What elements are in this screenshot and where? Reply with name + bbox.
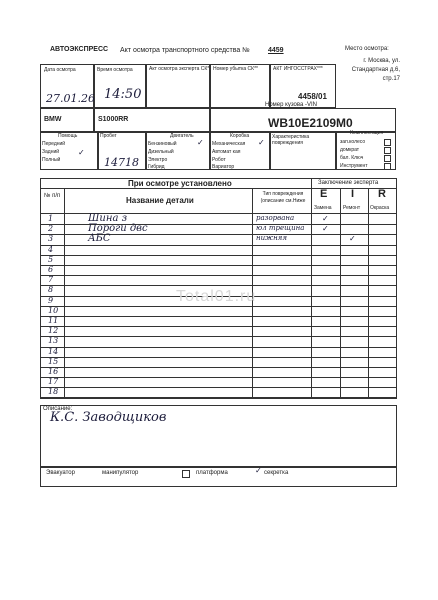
row3-repair-check: ✓ — [349, 234, 356, 243]
row-detail: Шина з — [88, 213, 128, 224]
row-number: 16 — [48, 367, 59, 376]
row1-replace-check: ✓ — [322, 214, 329, 223]
row-number: 1 — [48, 214, 54, 223]
place-label: Место осмотра: — [345, 46, 389, 52]
mileage-value: 14718 — [104, 156, 139, 169]
table-row-divider — [40, 285, 397, 286]
table-row-divider — [40, 377, 397, 378]
col-divider-damage — [311, 178, 312, 398]
row-number: 4 — [48, 245, 54, 254]
table-row-divider — [40, 347, 397, 348]
drive-label: Помощь — [58, 133, 78, 139]
table-header-divider — [40, 188, 397, 189]
kit-box-0 — [384, 139, 391, 146]
row-number: 9 — [48, 296, 54, 305]
footer-tow: Эвакуатор — [46, 470, 75, 476]
expert-act-label: Акт осмотра эксперта СК* — [149, 66, 210, 72]
time-label: Время осмотра — [97, 67, 133, 73]
footer-manipulator: манипулятор — [102, 470, 139, 476]
expert-header: Заключение эксперта — [318, 180, 379, 186]
description-label: Описание: — [43, 406, 73, 412]
place-value: г. Москва, ул. Стандартная д.6, стр.17 — [351, 58, 400, 82]
table-row-divider — [40, 316, 397, 317]
row-number: 17 — [48, 377, 59, 386]
footer-lock: секретка — [264, 470, 289, 476]
gearbox-label: Коробка — [230, 133, 250, 139]
table-row-divider — [40, 357, 397, 358]
row-damage: нижняя — [256, 234, 287, 242]
e-header: E — [320, 188, 328, 200]
watermark: Total01.ru — [176, 288, 257, 305]
kit-box-3 — [384, 163, 391, 170]
row-number: 6 — [48, 265, 54, 274]
kit-label: Комплектация — [350, 130, 384, 136]
row-number: 3 — [48, 234, 54, 243]
found-header: При осмотре установлено — [128, 179, 232, 188]
row-number: 8 — [48, 285, 54, 294]
vin-value: WB10E2109M0 — [268, 116, 353, 130]
row-number: 14 — [48, 347, 59, 356]
engine-petrol-check: ✓ — [197, 138, 204, 147]
act-number: 4459 — [268, 47, 284, 54]
i-header: I — [351, 188, 355, 200]
engine-opt-1: Дизельный — [148, 149, 174, 155]
row-number: 12 — [48, 326, 59, 335]
gearbox-opt-2: Робот — [212, 157, 226, 163]
drive-rear-check: ✓ — [78, 148, 85, 157]
gearbox-opt-1: Автомат кая — [212, 149, 241, 155]
engine-opt-2: Электро — [148, 157, 168, 163]
row-number: 10 — [48, 306, 59, 315]
table-row-divider — [40, 387, 397, 388]
engine-opt-0: Бензиновый — [148, 141, 177, 147]
table-row-divider — [40, 367, 397, 368]
row2-replace-check: ✓ — [322, 224, 329, 233]
table-row-divider — [40, 265, 397, 266]
vehicle-make: BMW — [44, 116, 62, 123]
drive-rear: Задний — [42, 149, 60, 155]
mileage-label: Пробег — [100, 133, 117, 139]
date-value: 27.01.26 — [46, 92, 95, 105]
table-row-divider — [40, 245, 397, 246]
row-number: 2 — [48, 224, 54, 233]
table-row-divider — [40, 275, 397, 276]
drive-full: Полный — [42, 157, 61, 163]
e-subheader: Замена — [314, 205, 332, 211]
vin-label: Номер кузова -VIN — [265, 102, 317, 108]
lock-check: ✓ — [255, 466, 262, 475]
time-value: 14:50 — [104, 87, 142, 102]
engine-opt-3: Гибрид — [148, 164, 165, 170]
ingos-value: 4458/01 — [298, 92, 327, 101]
row-detail: Пороги двс — [88, 223, 148, 234]
r-header: R — [378, 188, 386, 200]
engine-label: Двигатель — [170, 133, 194, 139]
row-number: 18 — [48, 387, 59, 396]
damage-char-label: Характеристика повреждения — [272, 134, 310, 146]
detail-header: Название детали — [126, 196, 194, 205]
drive-front: Передний — [42, 141, 66, 147]
gearbox-opt-3: Вариатор — [212, 164, 235, 170]
row-number: 13 — [48, 336, 59, 345]
row-number: 7 — [48, 275, 54, 284]
kit-box-1 — [384, 147, 391, 154]
row-number: 5 — [48, 255, 54, 264]
row-number: 15 — [48, 357, 59, 366]
num-header: № п/п — [44, 193, 61, 199]
row-number: 11 — [48, 316, 59, 325]
platform-box — [182, 470, 190, 478]
damage-header: Тип повреждения (описание см.Ниже — [260, 191, 306, 204]
date-label: Дата осмотра — [44, 67, 76, 73]
ingos-label: АКТ ИНГОССТРАХ*** — [273, 66, 323, 72]
gearbox-manual-check: ✓ — [258, 138, 265, 147]
loss-label: Номер убытка СК** — [213, 66, 258, 72]
i-subheader: Ремонт — [343, 205, 361, 211]
kit-opt-2: бал. Ключ — [340, 155, 364, 161]
row-damage: разорвана — [256, 214, 295, 222]
kit-box-2 — [384, 155, 391, 162]
kit-opt-0: зап.колесо — [340, 139, 366, 145]
kit-opt-1: домкрат — [340, 147, 360, 153]
kit-opt-3: Инструмент — [340, 163, 368, 169]
row-detail: АБС — [88, 233, 111, 244]
r-subheader: Окраска — [370, 205, 390, 211]
table-row-divider — [40, 398, 397, 399]
gearbox-opt-0: Механическая — [212, 141, 246, 147]
description-value: К.С. Заводщиков — [50, 410, 167, 425]
vehicle-model: S1000RR — [98, 116, 129, 123]
footer-platform: платформа — [196, 470, 228, 476]
row-damage: юл трещина — [256, 224, 305, 232]
logo: АВТОЭКСПРЕСС — [50, 46, 109, 53]
table-row-divider — [40, 255, 397, 256]
document-title: Акт осмотра транспортного средства № — [120, 47, 250, 54]
table-row-divider — [40, 336, 397, 337]
table-row-divider — [40, 306, 397, 307]
table-row-divider — [40, 326, 397, 327]
